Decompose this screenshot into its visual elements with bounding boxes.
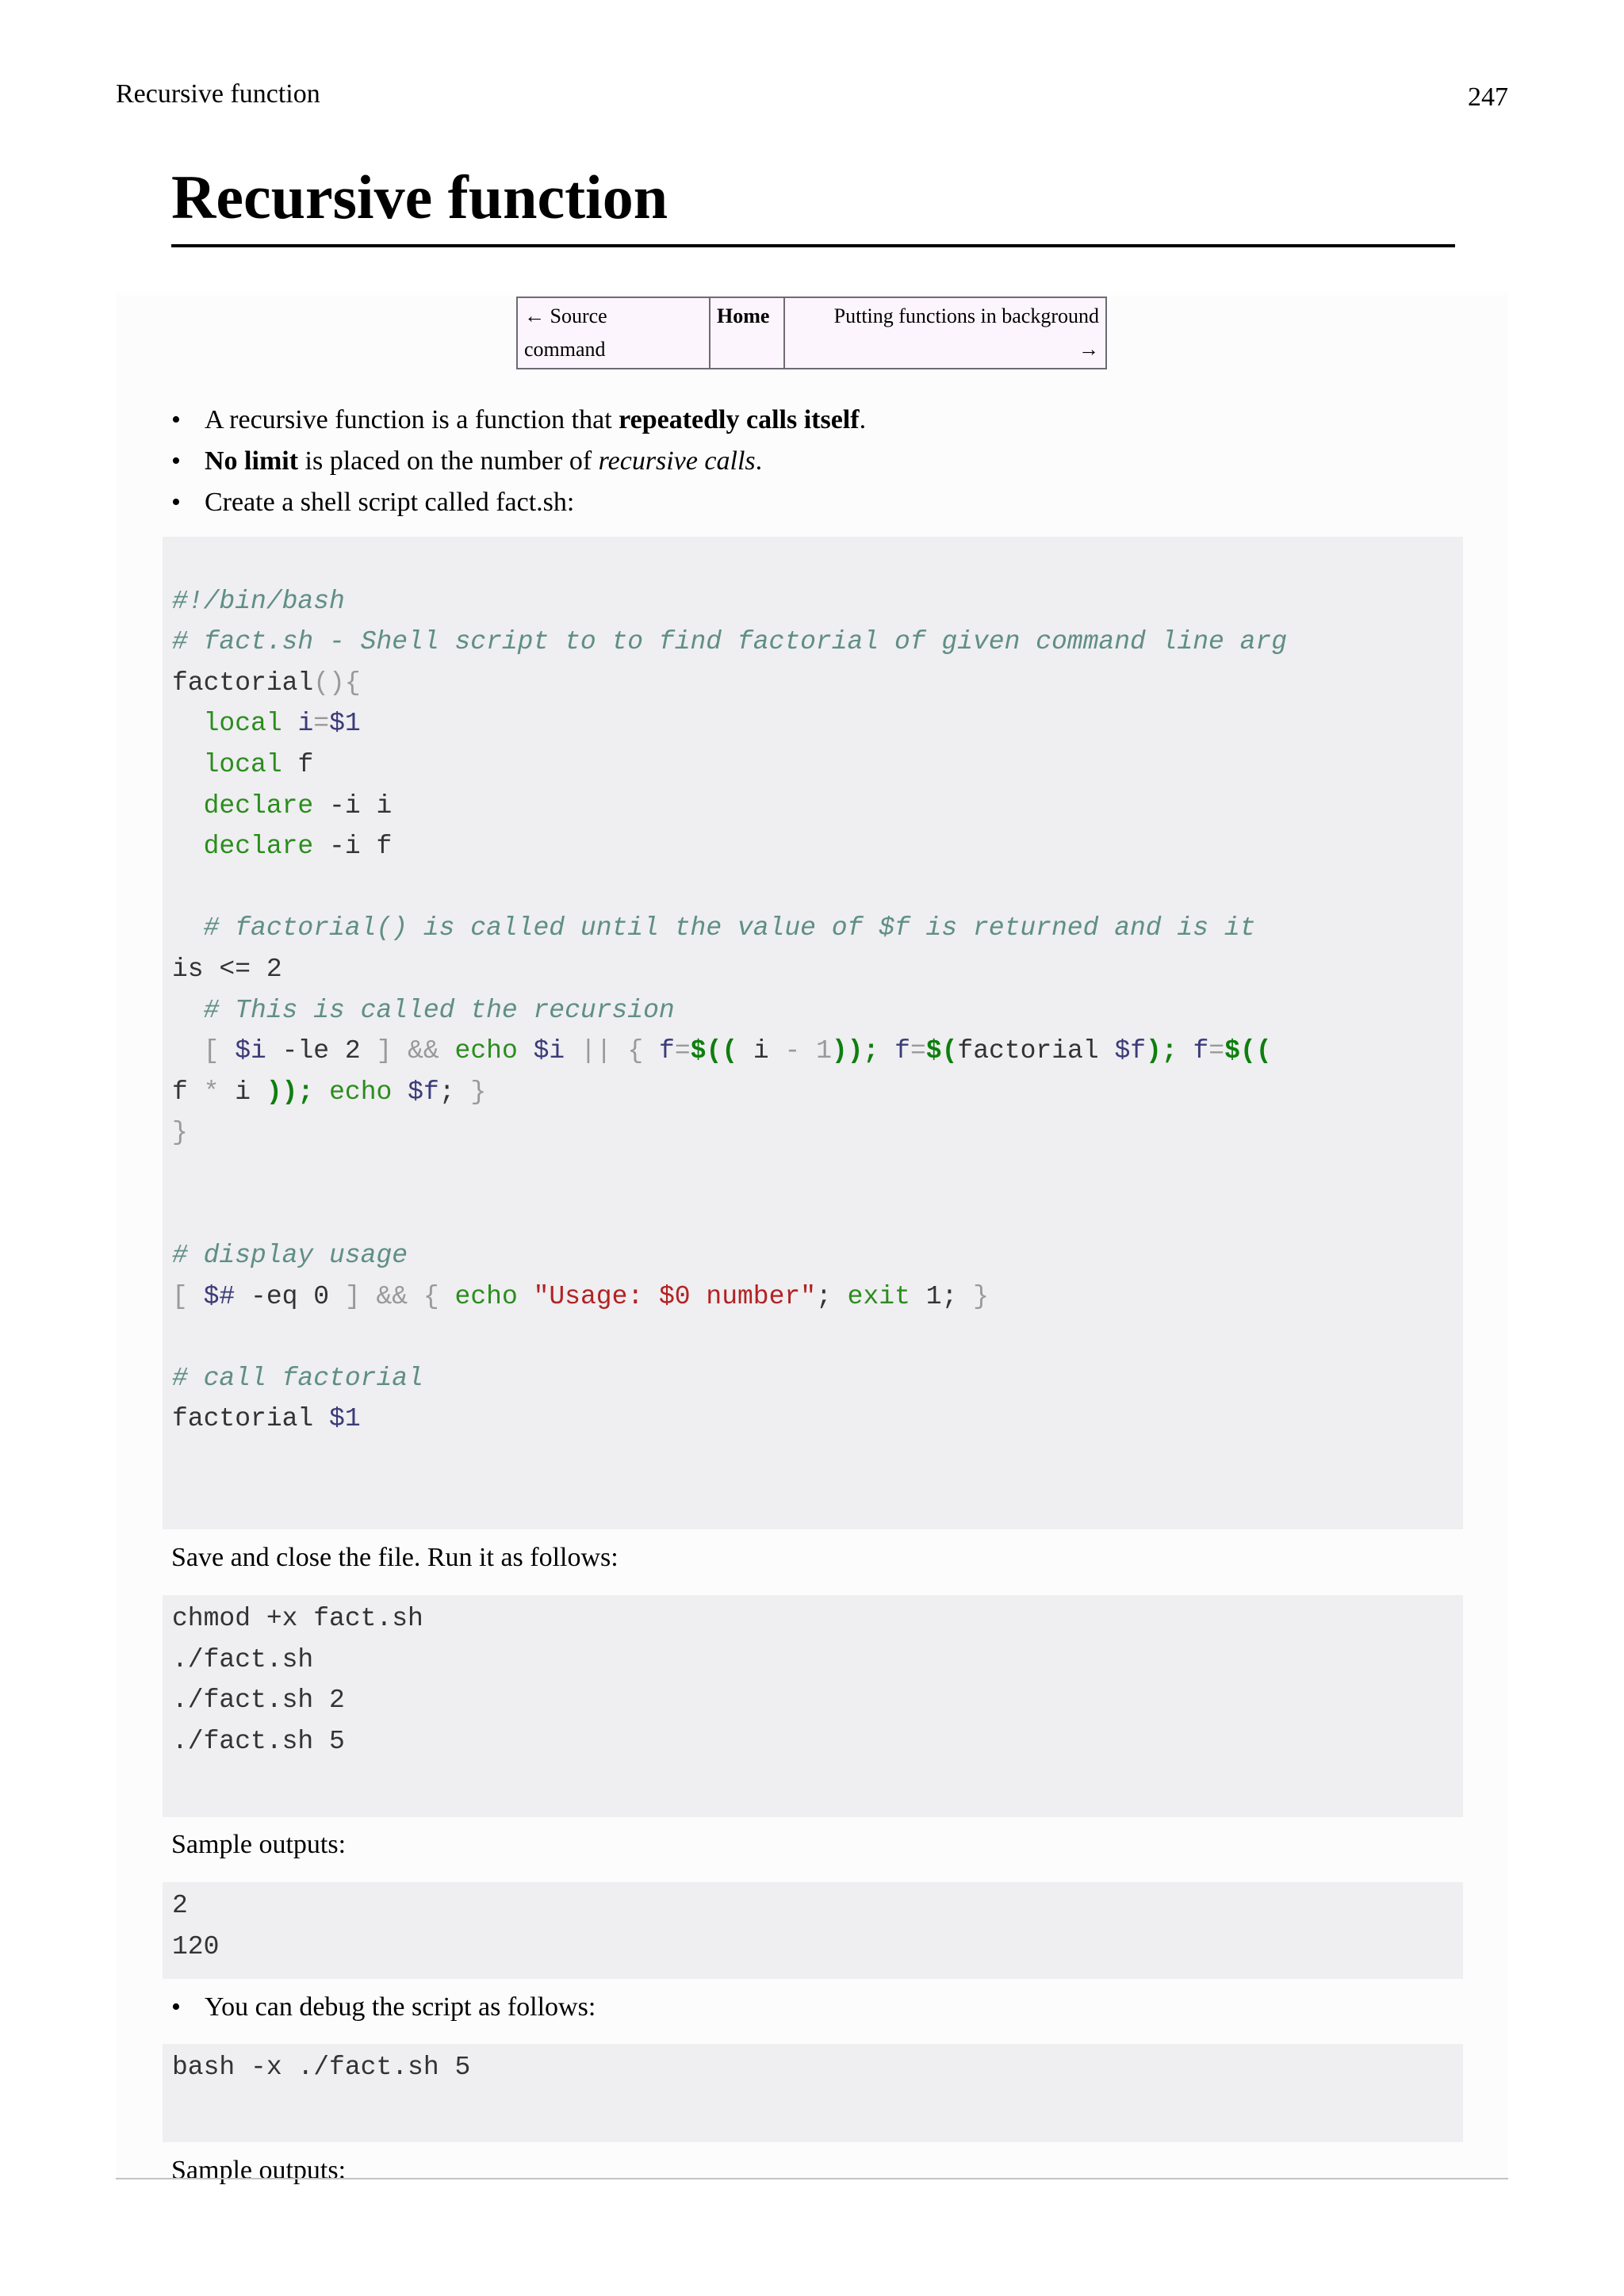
bullet-text: Create a shell script called fact.sh: [205, 488, 575, 517]
code-line: declare -i f [203, 832, 393, 862]
code-line: [ $# -eq 0 ] && { echo "Usage: $0 number"; exit 1; } [172, 1281, 989, 1311]
code-line: factorial $1 [172, 1404, 361, 1434]
list-item [171, 400, 1519, 441]
navigation-table [516, 297, 1107, 369]
code-line: chmod +x fact.sh [172, 1604, 423, 1633]
debug-command-code-block [163, 2044, 1463, 2142]
code-line: # display usage [172, 1241, 408, 1271]
bullet-icon: • [171, 488, 181, 517]
code-line: local i=$1 [203, 709, 361, 739]
bullet-icon: • [171, 1992, 181, 2022]
bullet-bold-text: repeatedly calls itself [619, 405, 860, 434]
code-line: declare -i i [203, 790, 393, 821]
nav-prev-label-2: command [524, 338, 606, 361]
code-line: bash -x ./fact.sh 5 [172, 2053, 471, 2082]
code-line: } [172, 1118, 188, 1148]
sample-outputs-label-2: Sample outputs: [171, 2156, 347, 2185]
nav-next-label: Putting functions in background [833, 304, 1099, 327]
nav-next-link[interactable] [784, 297, 1106, 369]
debug-bullet-list [171, 1987, 1519, 2028]
code-line: f * i )); echo $f; } [172, 1077, 487, 1107]
code-line: # call factorial [172, 1363, 423, 1393]
list-item [171, 441, 1519, 482]
nav-home-link[interactable]: Home [710, 297, 784, 369]
nav-prev-label: ← Source [524, 304, 607, 327]
bullet-text-end: . [859, 405, 867, 434]
list-item [171, 482, 1519, 523]
code-line: #!/bin/bash [172, 586, 345, 616]
page-title: Recursive function [171, 160, 1455, 247]
code-line: 120 [172, 1931, 220, 1961]
nav-prev-link[interactable] [517, 297, 710, 369]
page-number: 247 [1468, 82, 1508, 112]
code-line: factorial(){ [172, 668, 361, 698]
bullet-text: You can debug the script as follows: [205, 1992, 596, 2022]
page-content [116, 116, 1508, 2185]
code-line: 2 [172, 1891, 188, 1920]
list-item [171, 1987, 1519, 2028]
bullet-italic-text: recursive calls [598, 446, 756, 476]
sample-outputs-label: Sample outputs: [171, 1830, 347, 1859]
bullet-icon: • [171, 446, 181, 476]
bullet-bold-text: No limit [205, 446, 299, 476]
code-line: # factorial() is called until the value of $f is returned and is it [203, 913, 1256, 943]
code-line: local f [203, 749, 314, 779]
running-title: Recursive function [116, 79, 320, 109]
save-instructions-text: Save and close the file. Run it as follows: [171, 1543, 619, 1572]
bullet-text: A recursive function is a function that [205, 405, 619, 434]
code-line: [ $i -le 2 ] && echo $i || { f=$(( i - 1)); f=$(factorial $f); f=$(( [203, 1036, 1272, 1066]
script-code-block [163, 537, 1463, 1529]
code-line: ./fact.sh [172, 1644, 314, 1674]
code-line: # This is called the recursion [203, 995, 675, 1025]
run-commands-code-block [163, 1595, 1463, 1817]
running-header [116, 76, 1508, 117]
code-line [172, 1154, 1454, 1195]
bullet-text: is placed on the number of [298, 446, 599, 476]
code-line [172, 1195, 1454, 1236]
intro-bullet-list [171, 400, 1519, 523]
footer-divider [116, 2178, 1508, 2179]
code-line: ./fact.sh 5 [172, 1726, 345, 1756]
code-line [172, 867, 1454, 909]
code-line: # fact.sh - Shell script to to find factorial of given command line arg [172, 627, 1288, 657]
sample-output-code-block [163, 1882, 1463, 1979]
bullet-text-end: . [755, 446, 763, 476]
code-line: ./fact.sh 2 [172, 1686, 345, 1716]
right-arrow-icon: → [1078, 338, 1099, 361]
bullet-icon: • [171, 405, 181, 434]
code-line: is <= 2 [172, 954, 282, 984]
code-line [172, 1317, 1454, 1358]
